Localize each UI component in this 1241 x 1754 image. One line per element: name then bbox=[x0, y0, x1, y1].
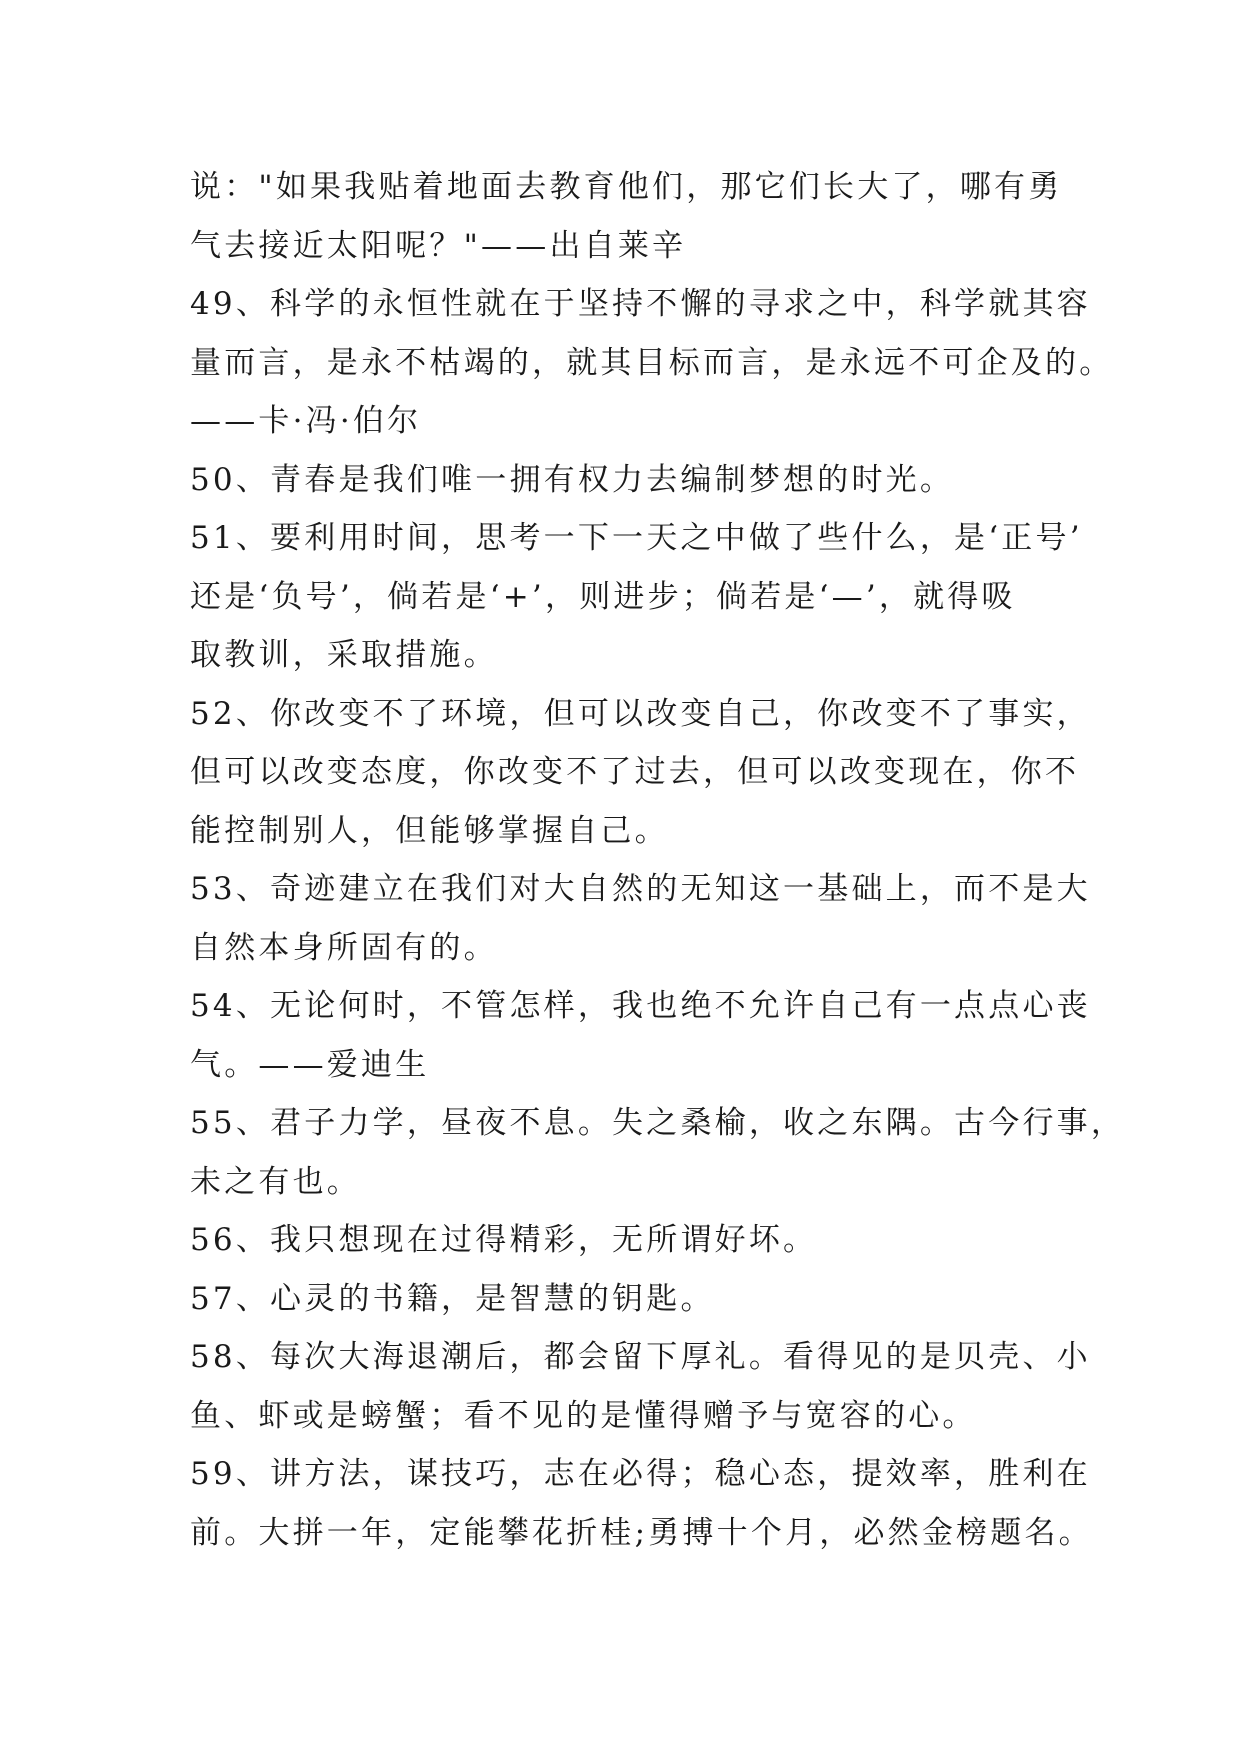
text-line: 59、讲方法，谋技巧，志在必得；稳心态，提效率，胜利在 bbox=[190, 1456, 1091, 1492]
text-line: 53、奇迹建立在我们对大自然的无知这一基础上，而不是大 bbox=[190, 871, 1091, 907]
text-line: 说："如果我贴着地面去教育他们，那它们长大了，哪有勇 bbox=[190, 169, 1063, 205]
document-body bbox=[190, 158, 1126, 1562]
text-line: 自然本身所固有的。 bbox=[190, 929, 498, 966]
text-line: 58、每次大海退潮后，都会留下厚礼。看得见的是贝壳、小 bbox=[190, 1339, 1091, 1375]
text-line: 57、心灵的书籍，是智慧的钥匙。 bbox=[190, 1280, 715, 1317]
text-line: 能控制别人，但能够掌握自己。 bbox=[190, 812, 669, 849]
text-line: 54、无论何时，不管怎样，我也绝不允许自己有一点点心丧 bbox=[190, 988, 1091, 1024]
text-line: 气去接近太阳呢？"——出自莱辛 bbox=[190, 227, 687, 264]
text-line: 量而言，是永不枯竭的，就其目标而言，是永远不可企及的。 bbox=[190, 344, 1114, 381]
text-line: 55、君子力学，昼夜不息。失之桑榆，收之东隅。古今行事， bbox=[190, 1105, 1126, 1141]
text-line: 前。大拼一年，定能攀花折桂;勇搏十个月，必然金榜题名。 bbox=[190, 1514, 1093, 1551]
text-line: 50、青春是我们唯一拥有权力去编制梦想的时光。 bbox=[190, 461, 955, 498]
text-line: 气。——爱迪生 bbox=[190, 1046, 430, 1083]
text-line: 49、科学的永恒性就在于坚持不懈的寻求之中，科学就其容 bbox=[190, 286, 1091, 322]
text-line: ——卡·冯·伯尔 bbox=[190, 403, 422, 439]
text-line: 还是‘负号’，倘若是‘+’，则进步；倘若是‘—’，就得吸 bbox=[190, 578, 1016, 615]
text-line: 取教训，采取措施。 bbox=[190, 637, 498, 673]
text-line: 但可以改变态度，你改变不了过去，但可以改变现在，你不 bbox=[190, 754, 1080, 790]
text-line: 鱼、虾或是螃蟹；看不见的是懂得赠予与宽容的心。 bbox=[190, 1397, 977, 1434]
text-line: 56、我只想现在过得精彩，无所谓好坏。 bbox=[190, 1222, 818, 1258]
text-line: 51、要利用时间，思考一下一天之中做了些什么，是‘正号’ bbox=[190, 520, 1083, 556]
text-line: 52、你改变不了环境，但可以改变自己，你改变不了事实， bbox=[190, 695, 1091, 732]
text-line: 未之有也。 bbox=[190, 1163, 361, 1200]
